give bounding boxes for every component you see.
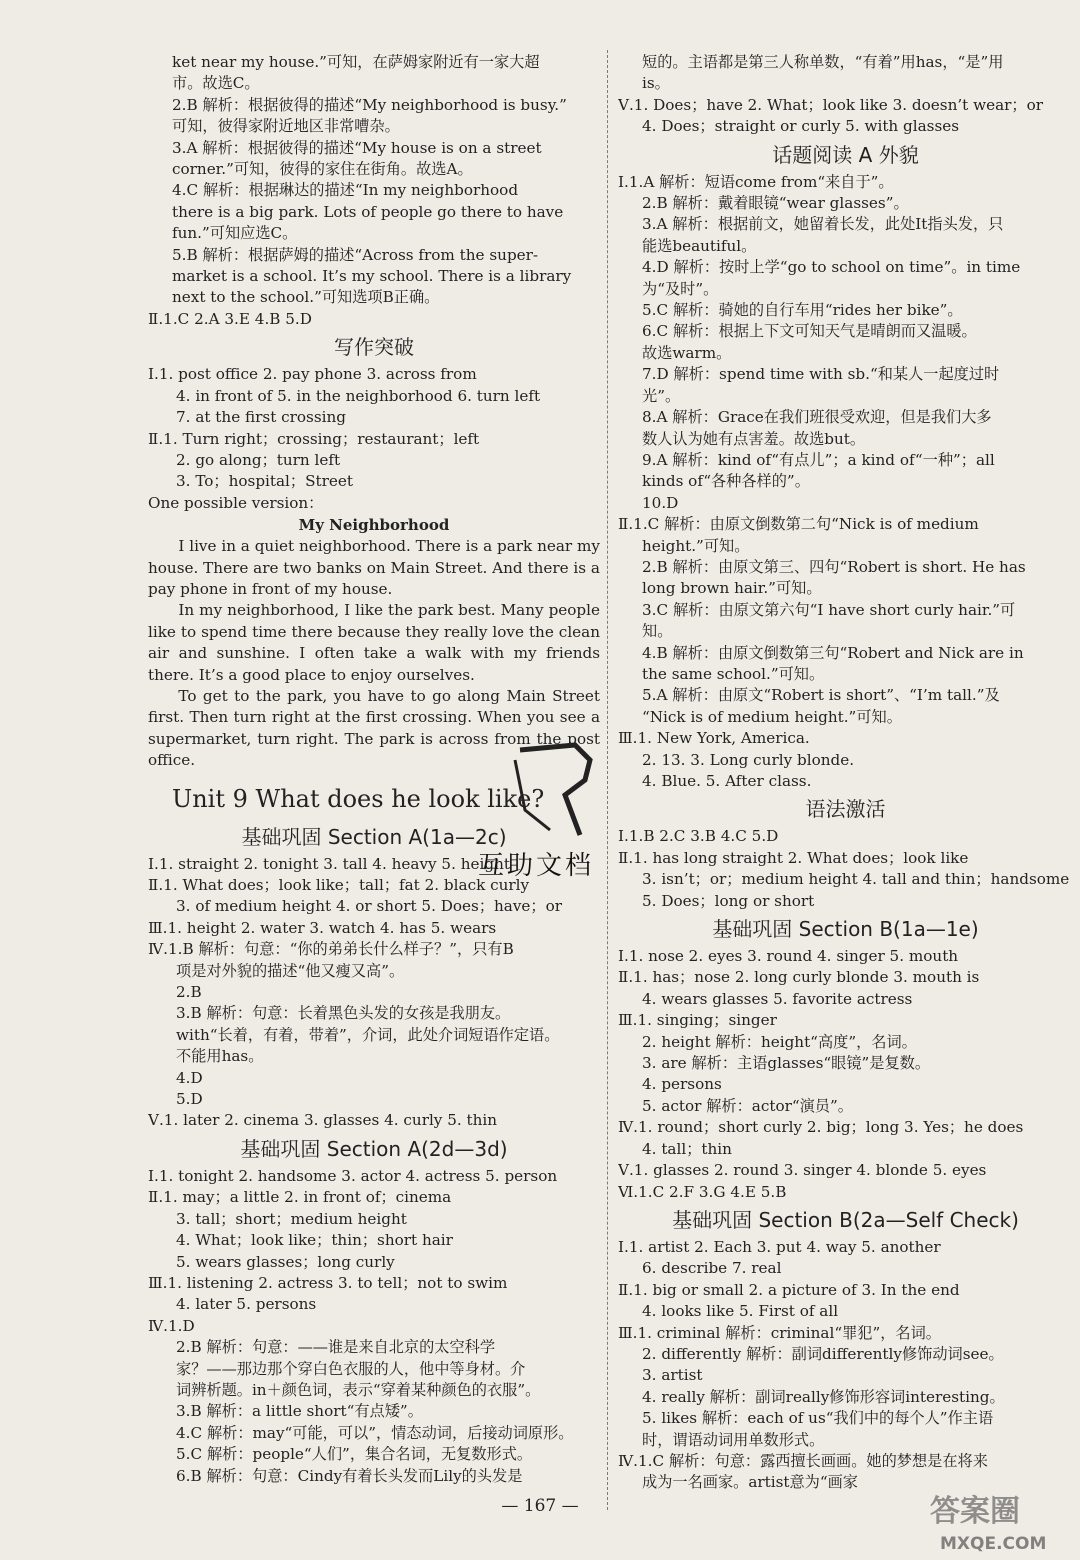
- text-line: 3. tall；short；medium height: [176, 1209, 407, 1228]
- text-line: 6. describe 7. real: [642, 1259, 782, 1278]
- text-line: 2.B 解析：由原文第三、四句“Robert is short. He has: [642, 557, 1026, 576]
- text-line: 3.B 解析：a little short“有点矮”。: [176, 1402, 423, 1421]
- text-line: Ⅱ.1. has long straight 2. What does；look like: [618, 848, 969, 867]
- text-line: 6.B 解析：句意：Cindy有着长头发而Lily的头发是: [176, 1466, 523, 1485]
- text-line: Ⅱ.1.C 解析：由原文倒数第二句“Nick is of medium: [618, 515, 979, 534]
- text-line: Ⅱ.1.C 2.A 3.E 4.B 5.D: [148, 309, 312, 328]
- text-line: 3. isn’t；or；medium height 4. tall and thin；handsome: [642, 870, 1070, 889]
- left-block-3: [148, 854, 600, 1132]
- left-block-2: [148, 364, 600, 514]
- left-block-1: [148, 52, 600, 330]
- text-line: 成为一名画家。artist意为“画家: [642, 1473, 858, 1492]
- watermark-text: 互助文档: [478, 851, 595, 881]
- text-line: fun.”可知应选C。: [172, 224, 298, 243]
- text-line: 市。故选C。: [172, 74, 260, 93]
- section-title-a1: 基础巩固 Section A(1a—2c): [241, 824, 507, 849]
- text-line: 5.C 解析：骑她的自行车用“rides her bike”。: [642, 301, 963, 320]
- right-block-5: [618, 1237, 1073, 1494]
- text-line: Ⅰ.1. nose 2. eyes 3. round 4. singer 5. mouth: [618, 947, 959, 966]
- text-line: 5. likes 解析：each of us“我们中的每个人”作主语: [642, 1409, 994, 1428]
- text-line: the same school.”可知。: [642, 664, 825, 683]
- text-line: Ⅰ.1. post office 2. pay phone 3. across from: [148, 365, 477, 384]
- text-line: Ⅴ.1. later 2. cinema 3. glasses 4. curly 5. thin: [148, 1111, 498, 1130]
- text-line: One possible version：: [148, 493, 324, 512]
- text-line: Ⅱ.1. may；a little 2. in front of；cinema: [148, 1188, 452, 1207]
- text-line: 时，谓语动词用单数形式。: [642, 1430, 825, 1449]
- text-line: 3.A 解析：根据彼得的描述“My house is on a street: [172, 138, 542, 157]
- text-line: 短的。主语都是第三人称单数，“有着”用has，“是”用: [642, 53, 1004, 71]
- text-line: 项是对外貌的描述“他又瘦又高”。: [176, 961, 405, 980]
- text-line: corner.”可知，彼得的家住在街角。故选A。: [172, 160, 473, 179]
- text-line: 4. Does；straight or curly 5. with glasses: [642, 117, 960, 136]
- section-title-grammar: 语法激活: [805, 797, 886, 822]
- text-line: 词辨析题。in＋颜色词，表示“穿着某种颜色的衣服”。: [176, 1380, 541, 1399]
- essay-paragraph: I live in a quiet neighborhood. There is a park near my house. There are two banks on Main Street. And there is a pay phone in front of my house.: [148, 537, 600, 598]
- unit-title: Unit 9 What does he look like?: [172, 784, 545, 813]
- right-block-1: [618, 52, 1073, 138]
- section-title-writing: 写作突破: [334, 335, 414, 360]
- text-line: 2.B 解析：根据彼得的描述“My neighborhood is busy.”: [172, 95, 567, 114]
- text-line: 知。: [642, 622, 673, 641]
- text-line: 可知，彼得家附近地区非常嘈杂。: [172, 117, 400, 136]
- text-line: 5.A 解析：由原文“Robert is short”、“I’m tall.”及: [642, 686, 1000, 705]
- text-line: Ⅰ.1. artist 2. Each 3. put 4. way 5. another: [618, 1237, 941, 1256]
- text-line: 不能用has。: [176, 1047, 264, 1066]
- text-line: Ⅱ.1. What does；look like；tall；fat 2. black curly: [148, 876, 530, 894]
- text-line: 4.C 解析：根据琳达的描述“In my neighborhood: [172, 181, 519, 200]
- text-line: 2. differently 解析：副词differently修饰动词see。: [642, 1344, 1004, 1363]
- text-line: 4. in front of 5. in the neighborhood 6. turn left: [176, 386, 541, 405]
- section-title-b1: 基础巩固 Section B(1a—1e): [712, 917, 979, 942]
- text-line: long brown hair.”可知。: [642, 579, 822, 598]
- watermark-logo: 答案圈: [930, 1494, 1020, 1529]
- essay-title: My Neighborhood: [298, 516, 450, 535]
- text-line: there is a big park. Lots of people go there to have: [172, 202, 564, 221]
- text-line: 4. persons: [642, 1075, 722, 1094]
- text-line: 2. height 解析：height“高度”，名词。: [642, 1032, 917, 1051]
- text-line: 3. are 解析：主语glasses“眼镜”是复数。: [642, 1054, 931, 1073]
- text-line: ket near my house.”可知，在萨姆家附近有一家大超: [172, 53, 540, 71]
- text-line: Ⅰ.1.B 2.C 3.B 4.C 5.D: [618, 827, 779, 846]
- text-line: Ⅰ.1. straight 2. tonight 3. tall 4. heavy 5. height: [148, 854, 510, 873]
- text-line: 8.A 解析：Grace在我们班很受欢迎，但是我们大多: [642, 408, 992, 427]
- section-title-a2: 基础巩固 Section A(2d—3d): [240, 1136, 508, 1161]
- text-line: height.”可知。: [642, 536, 750, 555]
- text-line: next to the school.”可知选项B正确。: [172, 288, 440, 307]
- text-line: Ⅴ.1. glasses 2. round 3. singer 4. blonde 5. eyes: [618, 1161, 987, 1180]
- text-line: Ⅳ.1.C 解析：句意：露西擅长画画。她的梦想是在将来: [618, 1451, 988, 1470]
- text-line: 3. To；hospital；Street: [176, 472, 353, 491]
- page-number: — 167 —: [501, 1496, 579, 1516]
- text-line: 4. later 5. persons: [176, 1295, 317, 1314]
- right-block-2: [618, 172, 1073, 793]
- text-line: Ⅴ.1. Does；have 2. What；look like 3. doesn’t wear；or: [618, 95, 1043, 114]
- text-line: 家？——那边那个穿白色衣服的人，他中等身材。介: [176, 1359, 526, 1378]
- text-line: Ⅱ.1. has；nose 2. long curly blonde 3. mouth is: [618, 968, 980, 987]
- text-line: Ⅱ.1. big or small 2. a picture of 3. In the end: [618, 1280, 960, 1299]
- text-line: 4. tall；thin: [642, 1139, 732, 1158]
- text-line: Ⅳ.1. round；short curly 2. big；long 3. Yes；he does: [618, 1118, 1024, 1137]
- text-line: 9.A 解析：kind of“有点儿”；a kind of“一种”；all: [642, 450, 995, 469]
- text-line: 2.B 解析：句意：——谁是来自北京的太空科学: [176, 1338, 496, 1357]
- watermark-sketch-icon: [505, 740, 615, 850]
- text-line: 4.C 解析：may“可能，可以”，情态动词，后接动词原形。: [176, 1423, 574, 1442]
- text-line: 4. wears glasses 5. favorite actress: [642, 989, 913, 1008]
- text-line: 为“及时”。: [642, 279, 719, 298]
- right-block-3: [618, 826, 1073, 912]
- text-line: “Nick is of medium height.”可知。: [642, 707, 902, 726]
- text-line: 3. of medium height 4. or short 5. Does；have；or: [176, 897, 563, 916]
- essay-paragraph: In my neighborhood, I like the park best. Many people like to spend time there because they really love the clean air and sunshine. I often take a walk with my friends there. It’s a good place to enjoy ourselves.: [148, 601, 600, 684]
- text-line: 5.D: [176, 1090, 203, 1109]
- text-line: 4. Blue. 5. After class.: [642, 772, 812, 790]
- text-line: 6.C 解析：根据上下文可知天气是晴朗而又温暖。: [642, 322, 977, 341]
- text-line: Ⅲ.1. criminal 解析：criminal“罪犯”，名词。: [618, 1323, 941, 1342]
- text-line: 4. really 解析：副词really修饰形容词interesting。: [642, 1387, 1005, 1406]
- text-line: 10.D: [642, 493, 679, 512]
- text-line: 3.C 解析：由原文第六句“I have short curly hair.”可: [642, 600, 1016, 619]
- text-line: with“长着，有着，带着”，介词，此处介词短语作定语。: [176, 1025, 560, 1044]
- left-block-4: [148, 1166, 600, 1487]
- text-line: 3.B 解析：句意：长着黑色头发的女孩是我朋友。: [176, 1004, 511, 1023]
- text-line: market is a school. It’s my school. There is a library: [172, 267, 572, 286]
- text-line: Ⅳ.1.D: [148, 1316, 195, 1335]
- text-line: 5.C 解析：people“人们”，集合名词，无复数形式。: [176, 1445, 533, 1464]
- text-line: Ⅲ.1. New York, America.: [618, 729, 810, 748]
- text-line: 2.B: [176, 983, 202, 1002]
- text-line: 故选warm。: [642, 343, 732, 362]
- text-line: 2. 13. 3. Long curly blonde.: [642, 750, 855, 769]
- text-line: 光”。: [642, 386, 681, 405]
- section-title-reading: 话题阅读 A 外貌: [772, 142, 919, 167]
- text-line: 能选beautiful。: [642, 236, 757, 255]
- text-line: kinds of“各种各样的”。: [642, 472, 810, 491]
- text-line: 7.D 解析：spend time with sb.“和某人一起度过时: [642, 365, 1000, 384]
- text-line: 2. go along；turn left: [176, 450, 341, 469]
- text-line: Ⅲ.1. height 2. water 3. watch 4. has 5. wears: [148, 918, 497, 937]
- essay-paragraph: To get to the park, you have to go along Main Street first. Then turn right at the first crossing. When you see a supermarket, turn right. The park is across from the post office.: [148, 686, 600, 770]
- section-title-b2: 基础巩固 Section B(2a—Self Check): [672, 1207, 1019, 1232]
- text-line: Ⅲ.1. listening 2. actress 3. to tell；not to swim: [148, 1273, 508, 1292]
- text-line: 5. wears glasses；long curly: [176, 1252, 395, 1271]
- text-line: 4. looks like 5. First of all: [642, 1302, 839, 1321]
- text-line: 3. artist: [642, 1366, 703, 1385]
- text-line: Ⅰ.1.A 解析：短语come from“来自于”。: [618, 172, 894, 191]
- text-line: Ⅱ.1. Turn right；crossing；restaurant；left: [148, 429, 480, 448]
- text-line: Ⅲ.1. singing；singer: [618, 1011, 777, 1030]
- text-line: Ⅳ.1.B 解析：句意：“你的弟弟长什么样子？”，只有B: [148, 940, 514, 959]
- text-line: 3.A 解析：根据前文，她留着长发，此处It指头发，只: [642, 215, 1004, 234]
- right-block-4: [618, 946, 1073, 1203]
- text-line: 5. actor 解析：actor“演员”。: [642, 1096, 853, 1115]
- text-line: 5. Does；long or short: [642, 891, 815, 910]
- text-line: is。: [642, 74, 670, 93]
- right-column: [618, 52, 1073, 1494]
- text-line: 4.D 解析：按时上学“go to school on time”。in time: [642, 258, 1021, 277]
- watermark-url: MXQE.COM: [940, 1534, 1047, 1554]
- text-line: 数人认为她有点害羞。故选but。: [642, 429, 866, 448]
- text-line: 7. at the first crossing: [176, 408, 346, 427]
- text-line: Ⅰ.1. tonight 2. handsome 3. actor 4. actress 5. person: [148, 1166, 558, 1185]
- text-line: 4.D: [176, 1068, 203, 1087]
- text-line: 4.B 解析：由原文倒数第三句“Robert and Nick are in: [642, 643, 1024, 662]
- text-line: 4. What；look like；thin；short hair: [176, 1231, 453, 1250]
- text-line: 5.B 解析：根据萨姆的描述“Across from the super-: [172, 245, 539, 264]
- text-line: 2.B 解析：戴着眼镜“wear glasses”。: [642, 194, 909, 213]
- text-line: Ⅵ.1.C 2.F 3.G 4.E 5.B: [618, 1182, 787, 1201]
